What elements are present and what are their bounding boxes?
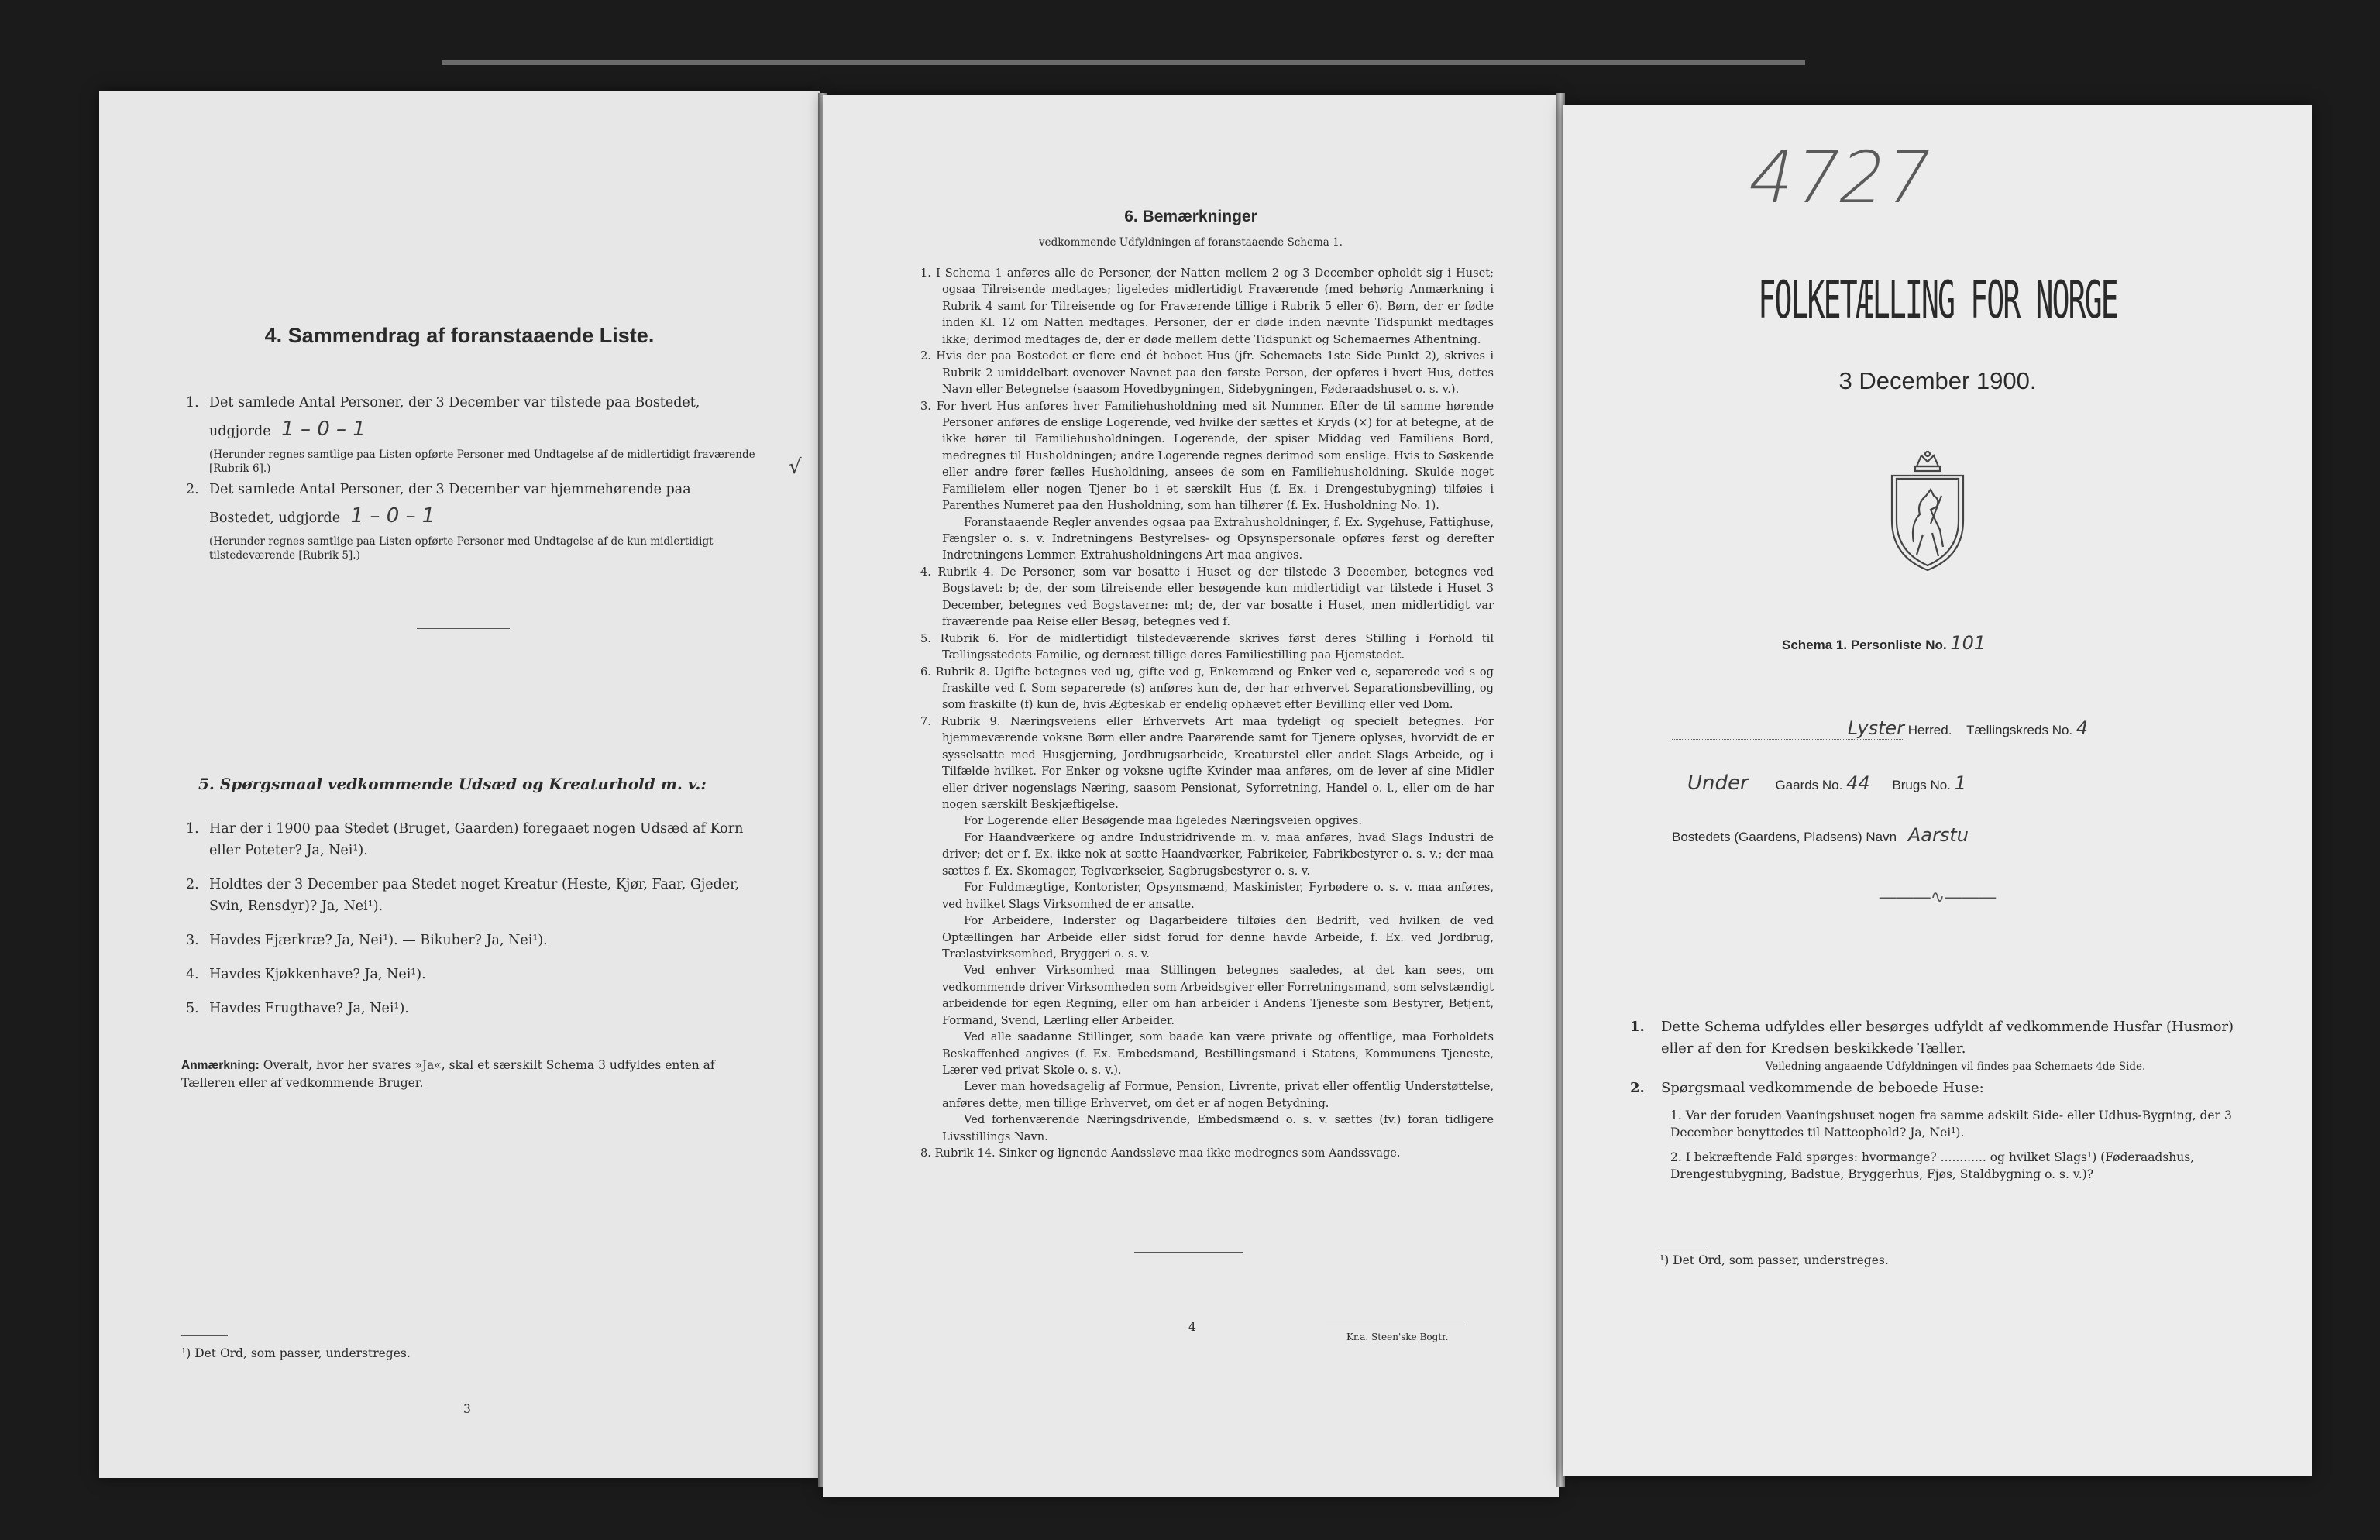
anmaerkning-text: Overalt, hvor her svares »Ja«, skal et særskilt Schema 3 udfyldes enten af Tælleren eller af vedkommende Bruger. xyxy=(181,1058,715,1090)
instruction-1-sub: Veiledning angaaende Udfyldningen vil findes paa Schemaets 4de Side. xyxy=(1765,1060,2146,1073)
section-6-heading: 6. Bemærkninger xyxy=(1124,208,1257,225)
remark-paragraph: 6. Rubrik 8. Ugifte betegnes ved ug, gifte ved g, Enkemænd og Enker ved e, separerede ved s og fraskilte ved f. Som separerede (s) anføres kun de, der har erhvervet Separationsbevilling, og som fraskilte (f) kun de, hvis Ægteskab er endelig ophævet efter Bevilling eller ved Dom. xyxy=(920,665,1494,712)
question-2-value: 1 – 0 – 1 xyxy=(350,504,435,528)
herred-line xyxy=(1672,717,2276,740)
remark-paragraph: For Logerende eller Besøgende maa ligeledes Næringsveien opgives. xyxy=(964,814,1363,828)
bosted-value: Aarstu xyxy=(1907,824,1969,846)
kreds-value: 4 xyxy=(2076,717,2089,739)
census-title: FOLKETÆLLING FOR NORGE xyxy=(1758,270,2117,331)
page-1 xyxy=(1563,105,2312,1476)
schema-number: 101 xyxy=(1950,632,1986,654)
remark-paragraph: 4. Rubrik 4. De Personer, som var bosatte i Huset og der tilstede 3 December, betegnes ved Bogstavet: b; de, der som tilreisende eller besøgende kun midlertidigt var tilstede i Huset 3 December, betegnes ved Bogstaverne: mt; de, der var bosatte i Huset, men midlertidigt var fraværende paa Reise eller Besøg, betegnes ved f. xyxy=(920,565,1494,629)
herred-field xyxy=(1672,717,1904,740)
instruction-1 xyxy=(1630,1016,2250,1074)
anmaerkning xyxy=(181,1057,724,1091)
bosted-label: Bostedets (Gaardens, Pladsens) Navn xyxy=(1672,830,1897,844)
question-2-number: 2. xyxy=(186,482,199,497)
footnote-rule xyxy=(181,1335,228,1336)
instruction-2-number: 2. xyxy=(1630,1079,1645,1096)
gaards-label: Gaards No. xyxy=(1775,778,1843,792)
remark-paragraph: For Arbeidere, Inderster og Dagarbeidere tilføies den Bedrift, ved hvilken de ved Optællingen har Arbeide eller sidst forud for denne havde Arbeide, f. Ex. ved Jordbrug, Trælastvirksomhed, Bryggeri o. s. v. xyxy=(942,914,1494,961)
section-6-subheading: vedkommende Udfyldningen af foranstaaende Schema 1. xyxy=(1039,236,1343,249)
section-4-heading: 4. Sammendrag af foranstaaende Liste. xyxy=(264,324,655,347)
item-number: 5. xyxy=(186,1001,199,1016)
question-2 xyxy=(186,479,767,563)
remark-paragraph: 1. I Schema 1 anføres alle de Personer, der Natten mellem 2 og 3 December opholdt sig i Huset; ogsaa Tilreisende medtages; ligeledes midlertidigt Fraværende (med behørig Anmærkning i Rubrik 4 samt for Tilreisende og for Fraværende tillige i Rubrik 5 eller 6). Børn, der er fødte inden Kl. 12 om Natten medtages. Personer, der er døde inden nævnte Tidspunkt medtages ikke; derimod medtages de, der er døde mellem dette Tidspunkt og Schemaernes Afhentning. xyxy=(920,266,1494,346)
question-1-value: 1 – 0 – 1 xyxy=(281,418,366,441)
footnote: ¹) Det Ord, som passer, understreges. xyxy=(1659,1253,1889,1267)
instruction-2 xyxy=(1630,1078,2250,1183)
footnote: ¹) Det Ord, som passer, understreges. xyxy=(181,1346,411,1360)
item-number: 3. xyxy=(186,933,199,948)
section-5-list xyxy=(186,818,767,1032)
item-number: 1. xyxy=(186,821,199,837)
census-date: 3 December 1900. xyxy=(1838,367,2037,394)
item-text: Havdes Kjøkkenhave? Ja, Nei¹). xyxy=(209,967,426,982)
brugs-value: 1 xyxy=(1954,772,1966,794)
schema-label: Schema 1. Personliste No. xyxy=(1782,638,1947,652)
question-2-text: Det samlede Antal Personer, der 3 December var hjemmehørende paa xyxy=(209,482,691,497)
remark-paragraph: For Haandværkere og andre Industridrivende m. v. maa anføres, hvad Slags Industri de driver; det er f. Ex. ikke nok at sætte Haandværker, Fabrikeier, Fabrikbestyrer o. s. v.; der maa sættes f. Ex. Skomager, Teglværkseier, Sagbrugsbestyrer o. s. v. xyxy=(942,830,1494,878)
list-item xyxy=(186,930,767,951)
item-number: 4. xyxy=(186,967,199,982)
item-text: Holdtes der 3 December paa Stedet noget Kreatur (Heste, Kjør, Faar, Gjeder, Svin, Rensdyr)? Ja, Nei¹). xyxy=(209,877,740,914)
remark-paragraph: Ved enhver Virksomhed maa Stillingen betegnes saaledes, at det kan sees, om vedkommende driver Virksomheden som Arbeidsgiver eller Forretningsmand, som selvstændigt arbeidende for egen Regning, eller om han arbeider i Andens Tjeneste som Bestyrer, Betjent, Formand, Svend, Lærling eller Arbeider. xyxy=(942,964,1494,1027)
anmaerkning-label: Anmærkning: xyxy=(181,1059,260,1072)
list-item xyxy=(186,964,767,985)
page-number: 4 xyxy=(1188,1320,1196,1334)
remark-paragraph: 5. Rubrik 6. For de midlertidigt tilstedeværende skrives først deres Stilling i Forhold til Tællingsstedets Familie, og dernæst tillige deres Familiestilling paa Hjemstedet. xyxy=(920,631,1494,662)
gaards-value: 44 xyxy=(1846,772,1870,794)
instruction-1-text: Dette Schema udfyldes eller besørges udfyldt af vedkommende Husfar (Husmor) eller af den for Kredsen beskikkede Tæller. xyxy=(1661,1019,2234,1057)
question-2-note: (Herunder regnes samtlige paa Listen opførte Personer med Undtagelse af de kun midlertidigt tilstedeværende [Rubrik 5].) xyxy=(209,535,714,562)
herred-value: Lyster xyxy=(1847,717,1904,739)
instructions xyxy=(1630,1016,2250,1183)
question-1-number: 1. xyxy=(186,395,199,411)
top-edge-rule xyxy=(442,60,1805,65)
gaards-line xyxy=(1687,772,2292,795)
remark-paragraph: Ved alle saadanne Stillinger, som baade kan være private og offentlige, maa Forholdets Beskaffenhed angives (f. Ex. Embedsmand, Bestillingsmand i Statens, Kommunens Tjeneste, Lærer ved privat Skole o. s. v.). xyxy=(942,1030,1494,1077)
ornament-divider: ―――∿――― xyxy=(1879,888,1997,907)
question-1-text: Det samlede Antal Personer, der 3 December var tilstede paa Bostedet, xyxy=(209,395,700,411)
gaards-prefix: Under xyxy=(1687,772,1749,795)
question-1 xyxy=(186,392,767,476)
remarks-body xyxy=(920,265,1494,1162)
item-text: Havdes Frugthave? Ja, Nei¹). xyxy=(209,1001,409,1016)
instruction-2-item-2: 2. I bekræftende Fald spørges: hvormange? ............ og hvilket Slags¹) (Føderaadshus, Drengestubygning, Badstue, Bryggerhus, Fjøs, Staldbygning o. s. v.)? xyxy=(1670,1150,2195,1181)
question-2-bostedet: Bostedet, udgjorde xyxy=(209,510,341,526)
list-item xyxy=(186,818,767,861)
coat-of-arms-icon xyxy=(1883,449,1972,573)
item-number: 2. xyxy=(186,877,199,892)
item-text: Har der i 1900 paa Stedet (Bruget, Gaarden) foregaaet nogen Udsæd af Korn eller Poteter? Ja, Nei¹). xyxy=(209,821,744,858)
remark-paragraph: Ved forhenværende Næringsdrivende, Embedsmænd o. s. v. sættes (fv.) foran tidligere Livsstillings Navn. xyxy=(942,1113,1494,1143)
remark-paragraph: 3. For hvert Hus anføres hver Familiehusholdning med sit Nummer. Efter de til samme hørende Personer anføres de enslige Logerende, ved hvilke der sættes et Kryds (×) for at betegne, at de ikke hører til Familiehusholdningen. Logerende, der spiser Middag ved Familiens Bord, medregnes til Husholdningen; andre Logerende regnes derimod som enslige. Hvis to Søskende eller andre fører fælles Husholdning, ansees de som en Familiehusholdning. Skulde noget Familielem eller nogen Tjener bo i et særskilt Hus (f. Ex. i Drengestubygning) tilføies i Parenthes Numeret paa den Husholdning, som han tilhører (f. Ex. Husholdning No. 1). xyxy=(920,399,1494,513)
question-1-udgjorde: udgjorde xyxy=(209,424,271,439)
bosted-line xyxy=(1672,824,2276,846)
remark-paragraph: Lever man hovedsagelig af Formue, Pension, Livrente, privat eller offentlig Understøttelse, anføres dette, men tillige Erhvervet, om det er af nogen Betydning. xyxy=(942,1080,1494,1110)
schema-line xyxy=(1782,632,1986,654)
printer-imprint: Kr.a. Steen'ske Bogtr. xyxy=(1346,1332,1449,1342)
margin-check-mark: √ xyxy=(789,455,802,479)
list-item xyxy=(186,874,767,917)
instruction-1-number: 1. xyxy=(1630,1019,1645,1035)
list-item xyxy=(186,998,767,1019)
item-text: Havdes Fjærkræ? Ja, Nei¹). — Bikuber? Ja, Nei¹). xyxy=(209,933,548,948)
divider xyxy=(417,628,510,629)
remark-paragraph: 7. Rubrik 9. Næringsveiens eller Erhvervets Art maa tydeligt og specielt betegnes. For hjemmeværende voksne Børn eller andre Paarørende samt for Tjenere oplyses, hvorvidt de er sysselsatte med Husgjerning, Jordbrugsarbeide, Kreaturstel eller andet Slags Arbeide, og i Tilfælde hvilket. For Enker og voksne ugifte Kvinder maa anføres, om de lever af sine Midler eller driver nogenslags Næring, saasom Pensionat, Syforretning, Handel o. l., eller om de har nogen særskilt Beskjæftigelse. xyxy=(920,714,1494,811)
instruction-2-text: Spørgsmaal vedkommende de beboede Huse: xyxy=(1661,1079,1984,1096)
herred-label: Herred. xyxy=(1907,723,1952,737)
question-1-note: (Herunder regnes samtlige paa Listen opførte Personer med Undtagelse af de midlertidigt fraværende [Rubrik 6].) xyxy=(209,448,755,476)
brugs-label: Brugs No. xyxy=(1892,778,1951,792)
page-3 xyxy=(99,91,820,1478)
remark-paragraph: 8. Rubrik 14. Sinker og lignende Aandssløve maa ikke medregnes som Aandssvage. xyxy=(920,1146,1401,1160)
section-5-heading: 5. Spørgsmaal vedkommende Udsæd og Kreaturhold m. v.: xyxy=(198,775,707,793)
instruction-2-item-1: 1. Var der foruden Vaaningshuset nogen fra samme adskilt Side- eller Udhus-Bygning, der 3 December benyttedes til Natteophold? Ja, Nei¹). xyxy=(1670,1108,2232,1140)
remark-paragraph: 2. Hvis der paa Bostedet er flere end ét beboet Hus (jfr. Schemaets 1ste Side Punkt 2), skrives i Rubrik 2 umiddelbart ovenover Navnet paa den første Person, der opføres i hvert Hus, dettes Navn eller Betegnelse (saasom Hovedbygningen, Sidebygningen, Føderaadshuset o. s. v.). xyxy=(920,349,1494,397)
divider xyxy=(1134,1252,1243,1253)
remark-paragraph: Foranstaaende Regler anvendes ogsaa paa Extrahusholdninger, f. Ex. Sygehuse, Fattighuse, Fængsler o. s. v. Indretningens Bestyrelses- og Opsynspersonale opføres først og derefter Indretningens Lemmer. Extrahusholdningens Art maa angives. xyxy=(942,515,1494,562)
page-number: 3 xyxy=(463,1402,471,1416)
handwritten-number: 4727 xyxy=(1740,136,1940,219)
remark-paragraph: For Fuldmægtige, Kontorister, Opsynsmænd, Maskinister, Fyrbødere o. s. v. maa anføres, ved hvilket Slags Virksomhed de er ansatte. xyxy=(942,881,1494,911)
kreds-label: Tællingskreds No. xyxy=(1966,723,2073,737)
page-4 xyxy=(823,95,1559,1497)
